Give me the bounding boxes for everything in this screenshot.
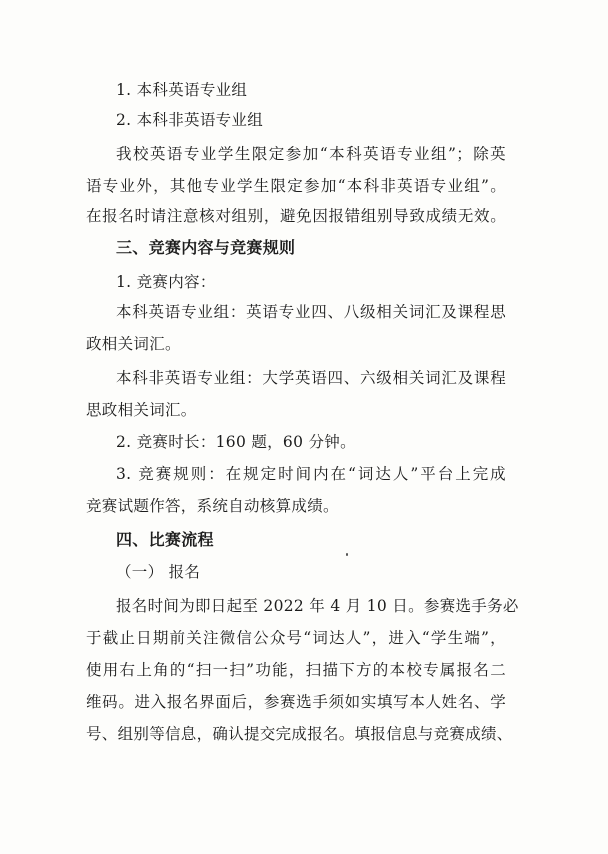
list-item-non-english-major-group: 2. 本科非英语专业组	[116, 111, 264, 129]
paragraph-line: 本科英语专业组：英语专业四、八级相关词汇及课程思	[116, 303, 506, 321]
list-item-content: 1. 竞赛内容：	[116, 273, 216, 291]
list-item-english-major-group: 1. 本科英语专业组	[116, 81, 248, 99]
paragraph-line: 思政相关词汇。	[86, 401, 197, 419]
subsection-heading-registration: （一） 报名	[116, 563, 201, 581]
paragraph-line: 本科非英语专业组：大学英语四、六级相关词汇及课程	[116, 369, 506, 387]
paragraph-line: 维码。进入报名界面后，参赛选手须如实填写本人姓名、学	[86, 693, 506, 711]
paragraph-line: 语专业外，其他专业学生限定参加“本科非英语专业组”。	[86, 177, 506, 195]
paragraph-line: 使用右上角的“扫一扫”功能，扫描下方的本校专属报名二	[86, 661, 506, 679]
list-item-duration: 2. 竞赛时长：160 题，60 分钟。	[116, 433, 356, 451]
paragraph-line: 报名时间为即日起至 2022 年 4 月 10 日。参赛选手务必	[116, 597, 519, 615]
list-item-rules: 3. 竞赛规则：在规定时间内在“词达人”平台上完成	[116, 465, 506, 483]
section-heading-rules: 三、竞赛内容与竞赛规则	[116, 238, 296, 257]
paragraph-line: 竞赛试题作答，系统自动核算成绩。	[86, 497, 339, 515]
paragraph-line: 政相关词汇。	[86, 335, 181, 353]
paragraph-line: 在报名时请注意核对组别，避免因报错组别导致成绩无效。	[86, 207, 506, 225]
paragraph-line: 于截止日期前关注微信公众号“词达人”，进入“学生端”，	[86, 629, 506, 647]
scan-speck	[346, 553, 348, 556]
paragraph-line: 号、组别等信息，确认提交完成报名。填报信息与竞赛成绩、	[86, 725, 513, 743]
paragraph-line: 我校英语专业学生限定参加“本科英语专业组”；除英	[116, 145, 506, 163]
section-heading-process: 四、比赛流程	[116, 530, 214, 549]
